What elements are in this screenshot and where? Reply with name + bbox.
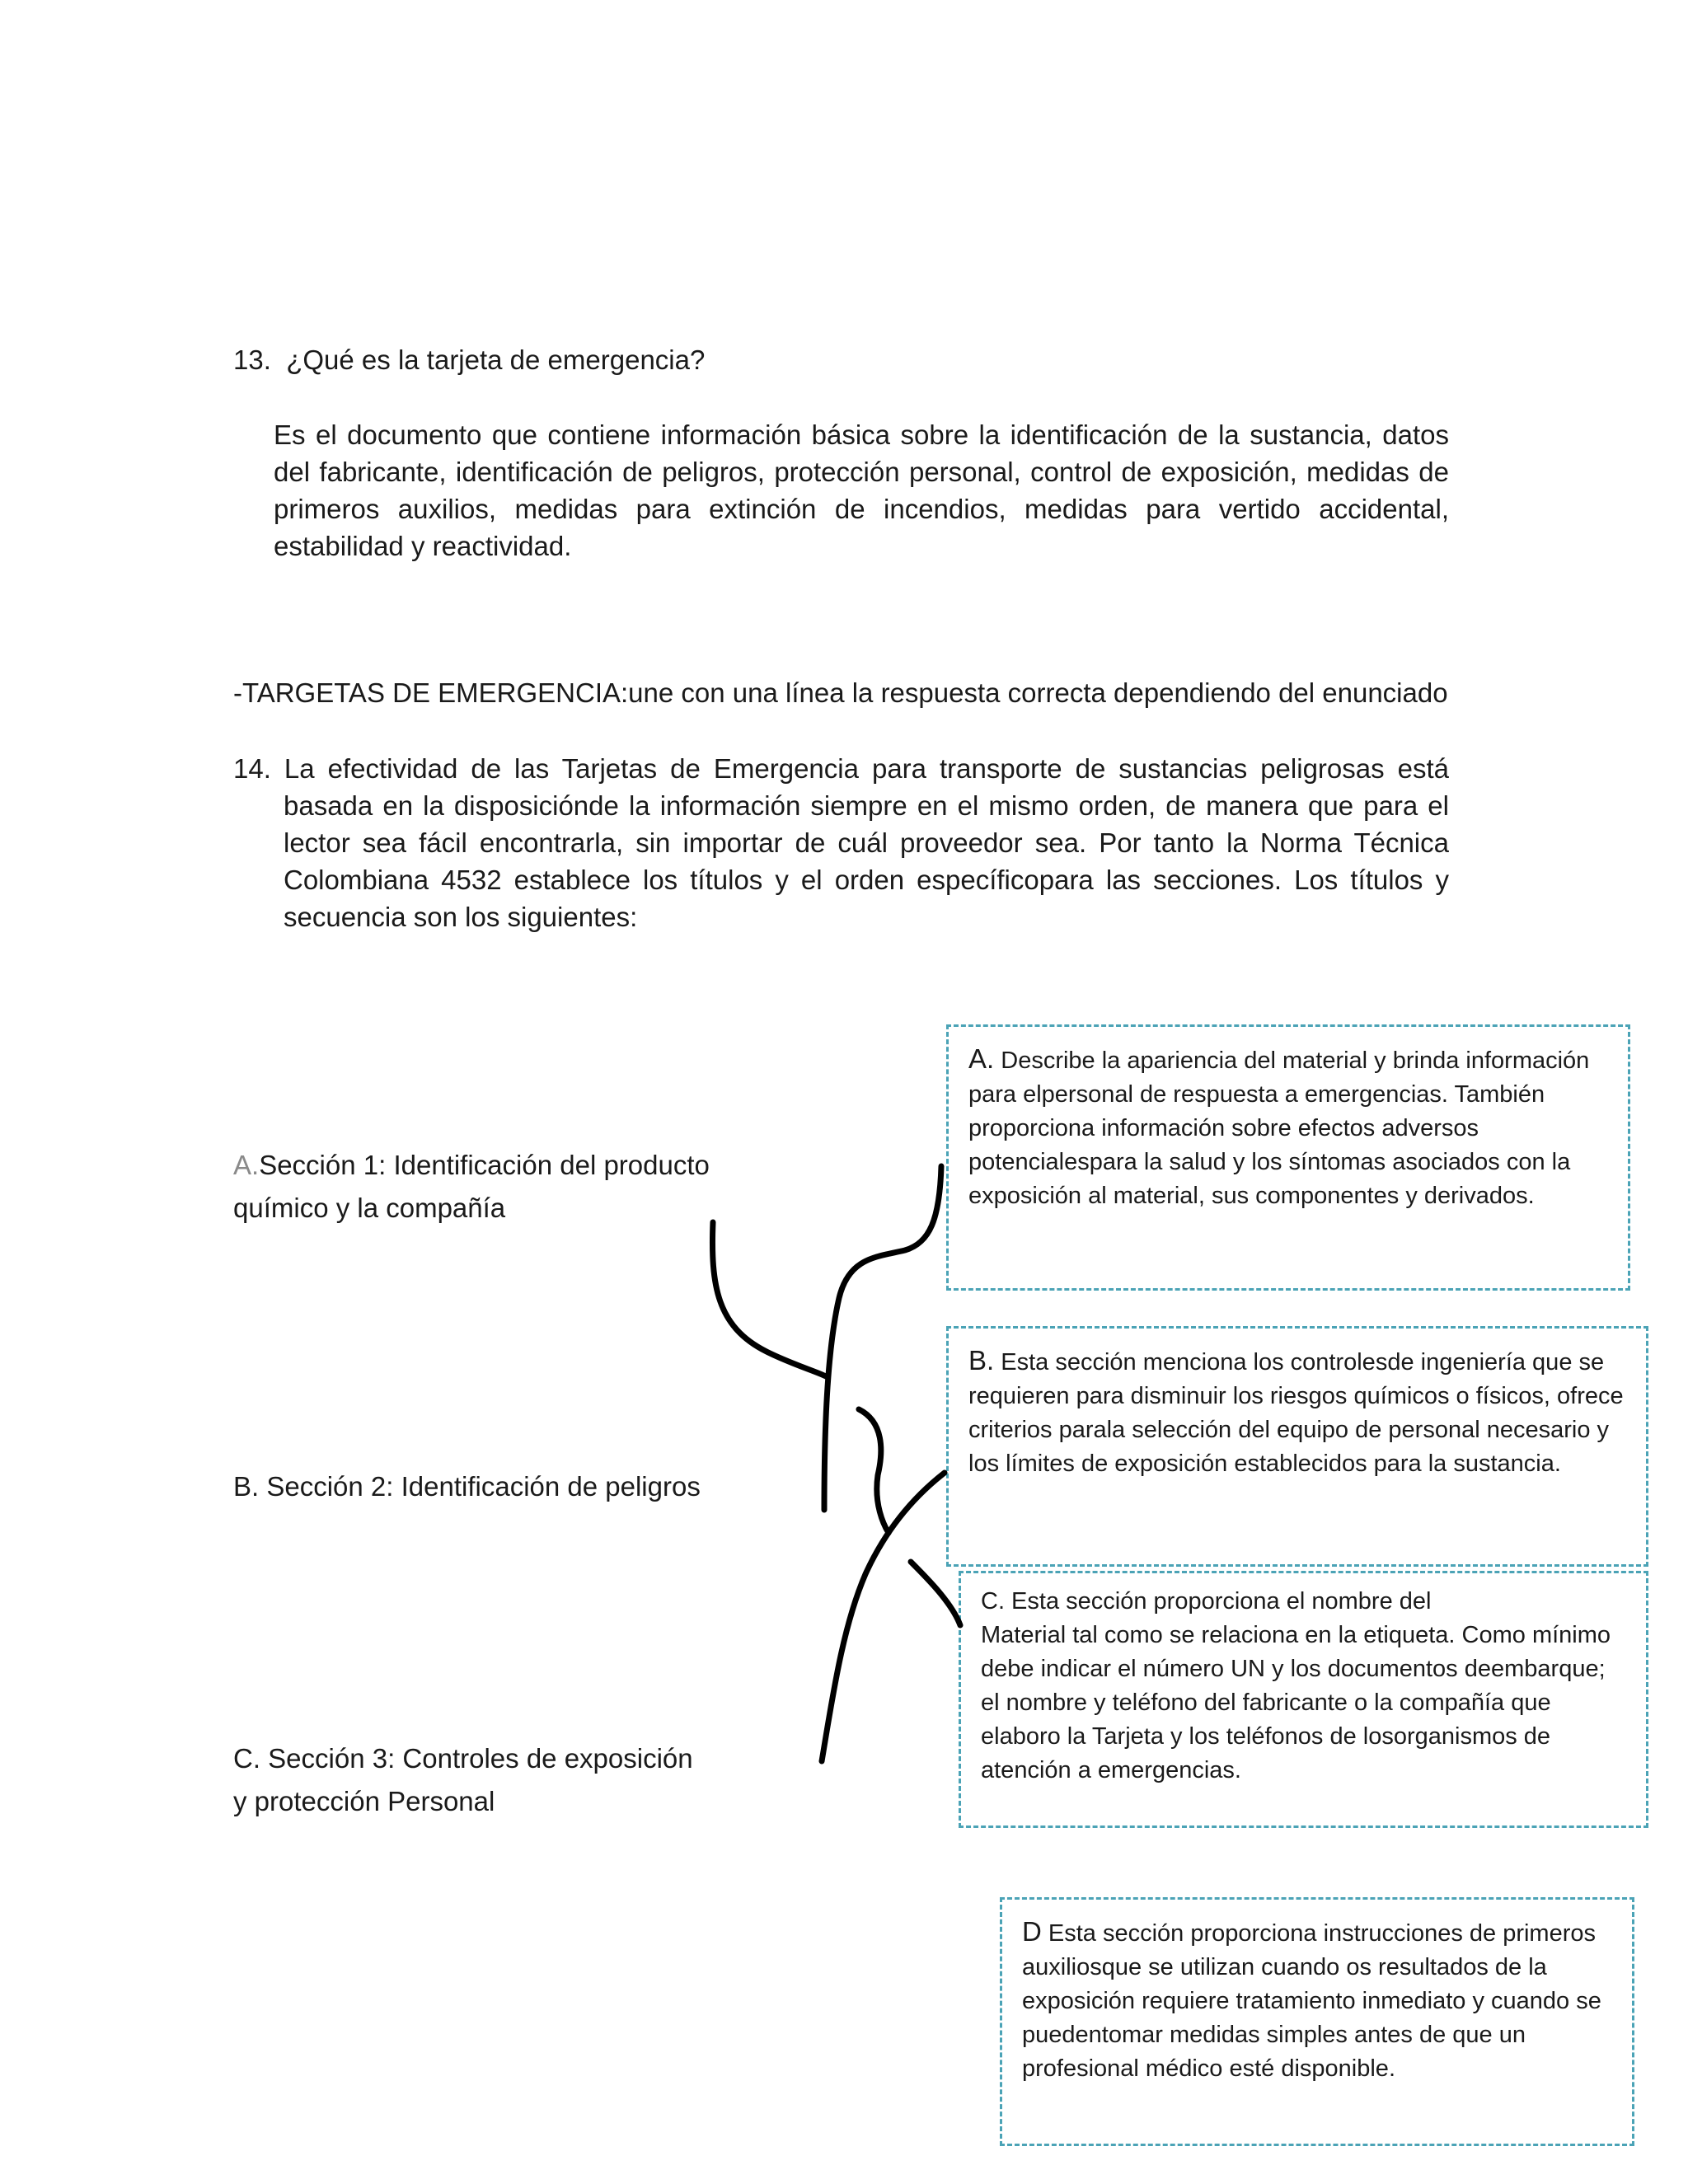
instruction-text: -TARGETAS DE EMERGENCIA:une con una línea la respuesta correcta dependiendo del enunciado — [233, 677, 1448, 708]
answer-box-a — [946, 1024, 1630, 1291]
question-14-first-line — [233, 750, 1449, 787]
question-13-title — [233, 344, 705, 376]
section-3-label — [233, 1737, 761, 1823]
question-14-body: basada en la disposiciónde la información siempre en el mismo orden, de manera que para el lector sea fácil encontrarla, sin importar de cuál proveedor sea. Por tanto la Norma Técnica Colombiana 4532 establece los títulos y el orden específicopara las secciones. Los títulos y secuencia son los siguientes: — [284, 790, 1449, 932]
question-14-first-line-text: La efectividad de las Tarjetas de Emergencia para transporte de sustancias peligrosas está — [284, 753, 1449, 784]
answer-box-b — [946, 1326, 1648, 1567]
line-short-squiggle — [859, 1409, 889, 1533]
section-3-line2: y protección Personal — [233, 1786, 495, 1816]
line-cross-diagonal — [822, 1473, 945, 1761]
answer-box-d — [1000, 1897, 1634, 2146]
line-section1-curve — [712, 1222, 826, 1376]
answer-box-d-text: Esta sección proporciona instrucciones de primeros auxiliosque se utilizan cuando os resultados de la exposición requiere tratamiento inmediato y cuando se puedentomar medidas simples antes de que un profesional médico esté disponible. — [1022, 1920, 1601, 2082]
question-13-answer: Es el documento que contiene información básica sobre la identificación de la sustancia, datos del fabricante, identificación de peligros, protección personal, control de exposición, medidas de primeros auxilios, medidas para extinción de incendios, medidas para vertido accidental, estabilidad y reactividad. — [274, 419, 1449, 561]
section-2-label: B. Sección 2: Identificación de peligros — [233, 1471, 701, 1502]
answer-box-d-letter: D — [1022, 1916, 1042, 1947]
question-13-number: 13. — [233, 344, 271, 375]
section-1-line1: Sección 1: Identificación del producto — [259, 1150, 710, 1180]
question-14 — [233, 750, 1449, 932]
answer-box-c — [959, 1571, 1648, 1828]
line-to-box-c — [911, 1562, 960, 1625]
section-3-line1: C. Sección 3: Controles de exposición — [233, 1743, 693, 1774]
section-1-letter: A. — [233, 1150, 260, 1180]
question-14-number: 14. — [233, 753, 271, 784]
answer-box-b-letter: B. — [968, 1345, 995, 1376]
answer-box-b-text: Esta sección menciona los controlesde ingeniería que se requieren para disminuir los riesgos químicos o físicos, ofrece criterios parala selección del equipo de personal necesario y los límites de exposición establecidos para la sustancia. — [968, 1349, 1624, 1477]
answer-box-c-text: Material tal como se relaciona en la etiqueta. Como mínimo debe indicar el número UN y los documentos deembarque; el nombre y teléfono del fabricante o la compañía que elaboro la Tarjeta y los teléfonos de losorganismos de atención a emergencias. — [981, 1622, 1611, 1783]
line-long-vertical — [824, 1166, 941, 1510]
section-1-label — [233, 1144, 761, 1230]
answer-box-a-text: Describe la apariencia del material y brinda información para elpersonal de respuesta a emergencias. También proporciona información sobre efectos adversos potencialespara la salud y los síntomas asociados con la exposición al material, sus componentes y derivados. — [968, 1047, 1590, 1209]
question-13-text: ¿Qué es la tarjeta de emergencia? — [286, 344, 706, 375]
section-1-line2: químico y la compañía — [233, 1193, 506, 1223]
answer-box-a-letter: A. — [968, 1043, 995, 1074]
answer-box-c-line1: C. Esta sección proporciona el nombre del — [981, 1588, 1432, 1615]
